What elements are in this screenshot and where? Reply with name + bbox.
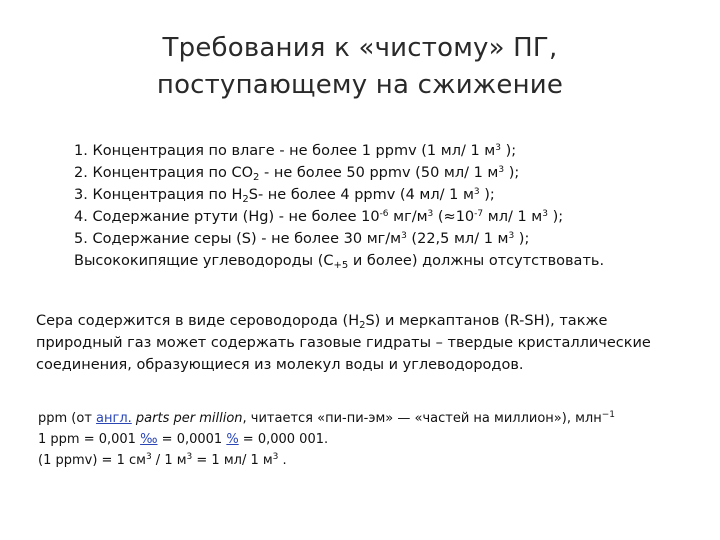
requirement-moisture: 1. Концентрация по влаге - не более 1 ppmv (1 мл/ 1 $м^3$ ); bbox=[74, 143, 517, 159]
link-permille[interactable]: ‰ bbox=[140, 432, 158, 447]
paragraph-line-2: природный газ может содержать газовые гидраты – твердые кристаллические bbox=[36, 335, 651, 351]
requirements-list bbox=[74, 140, 604, 272]
sulfur-paragraph bbox=[36, 310, 716, 376]
requirement-mercury: 4. Содержание ртути (Hg) - не более $10^{-6}$ $мг/м^3$ ($\approx 10^{-7}$ мл/ 1 $м^3$ ); bbox=[74, 209, 564, 225]
ppm-notes bbox=[38, 408, 615, 471]
paragraph-line-3: соединения, образующиеся из молекул воды и углеводородов. bbox=[36, 357, 524, 373]
requirement-heavy-hydrocarbons: Высококипящие углеводороды ($C_{+5}$ и более) должны отсутствовать. bbox=[74, 253, 605, 271]
requirement-sulfur: 5. Содержание серы (S) - не более 30 $мг/м^3$ (22,5 мл/ 1 $м^3$ ); bbox=[74, 231, 530, 247]
requirement-h2s: 3. Концентрация по $H_2S-$ не более 4 ppmv (4 мл/ 1 $м^3$ ); bbox=[74, 187, 495, 205]
requirement-co2: 2. Концентрация по $CO_2$ - не более 50 ppmv (50 мл/ 1 $м^3$ ); bbox=[74, 165, 520, 183]
link-angl[interactable]: англ. bbox=[96, 411, 132, 426]
note-ppmv-definition: (1 ppmv) = 1 $см^3 / 1$ $м^3 = 1$ мл/ 1 $м^3$ . bbox=[38, 452, 287, 468]
slide-title bbox=[0, 30, 720, 104]
note-ppm-equivalence: 1 ppm = 0,001 ‰ = 0,0001 % = 0,000 001. bbox=[38, 432, 329, 447]
paragraph-line-1: Сера содержится в виде сероводорода $(H_2S)$ и меркаптанов (R-SH), также bbox=[36, 313, 608, 331]
title-line-2: поступающему на сжижение bbox=[156, 70, 564, 100]
title-line-1: Требования к «чистому» ПГ, bbox=[162, 33, 558, 63]
note-ppm-definition: ppm (от англ. parts per million, читается «пи-пи-эм» — «частей на миллион»), млн$^{-1}$ bbox=[38, 410, 615, 426]
link-percent[interactable]: % bbox=[226, 432, 239, 447]
